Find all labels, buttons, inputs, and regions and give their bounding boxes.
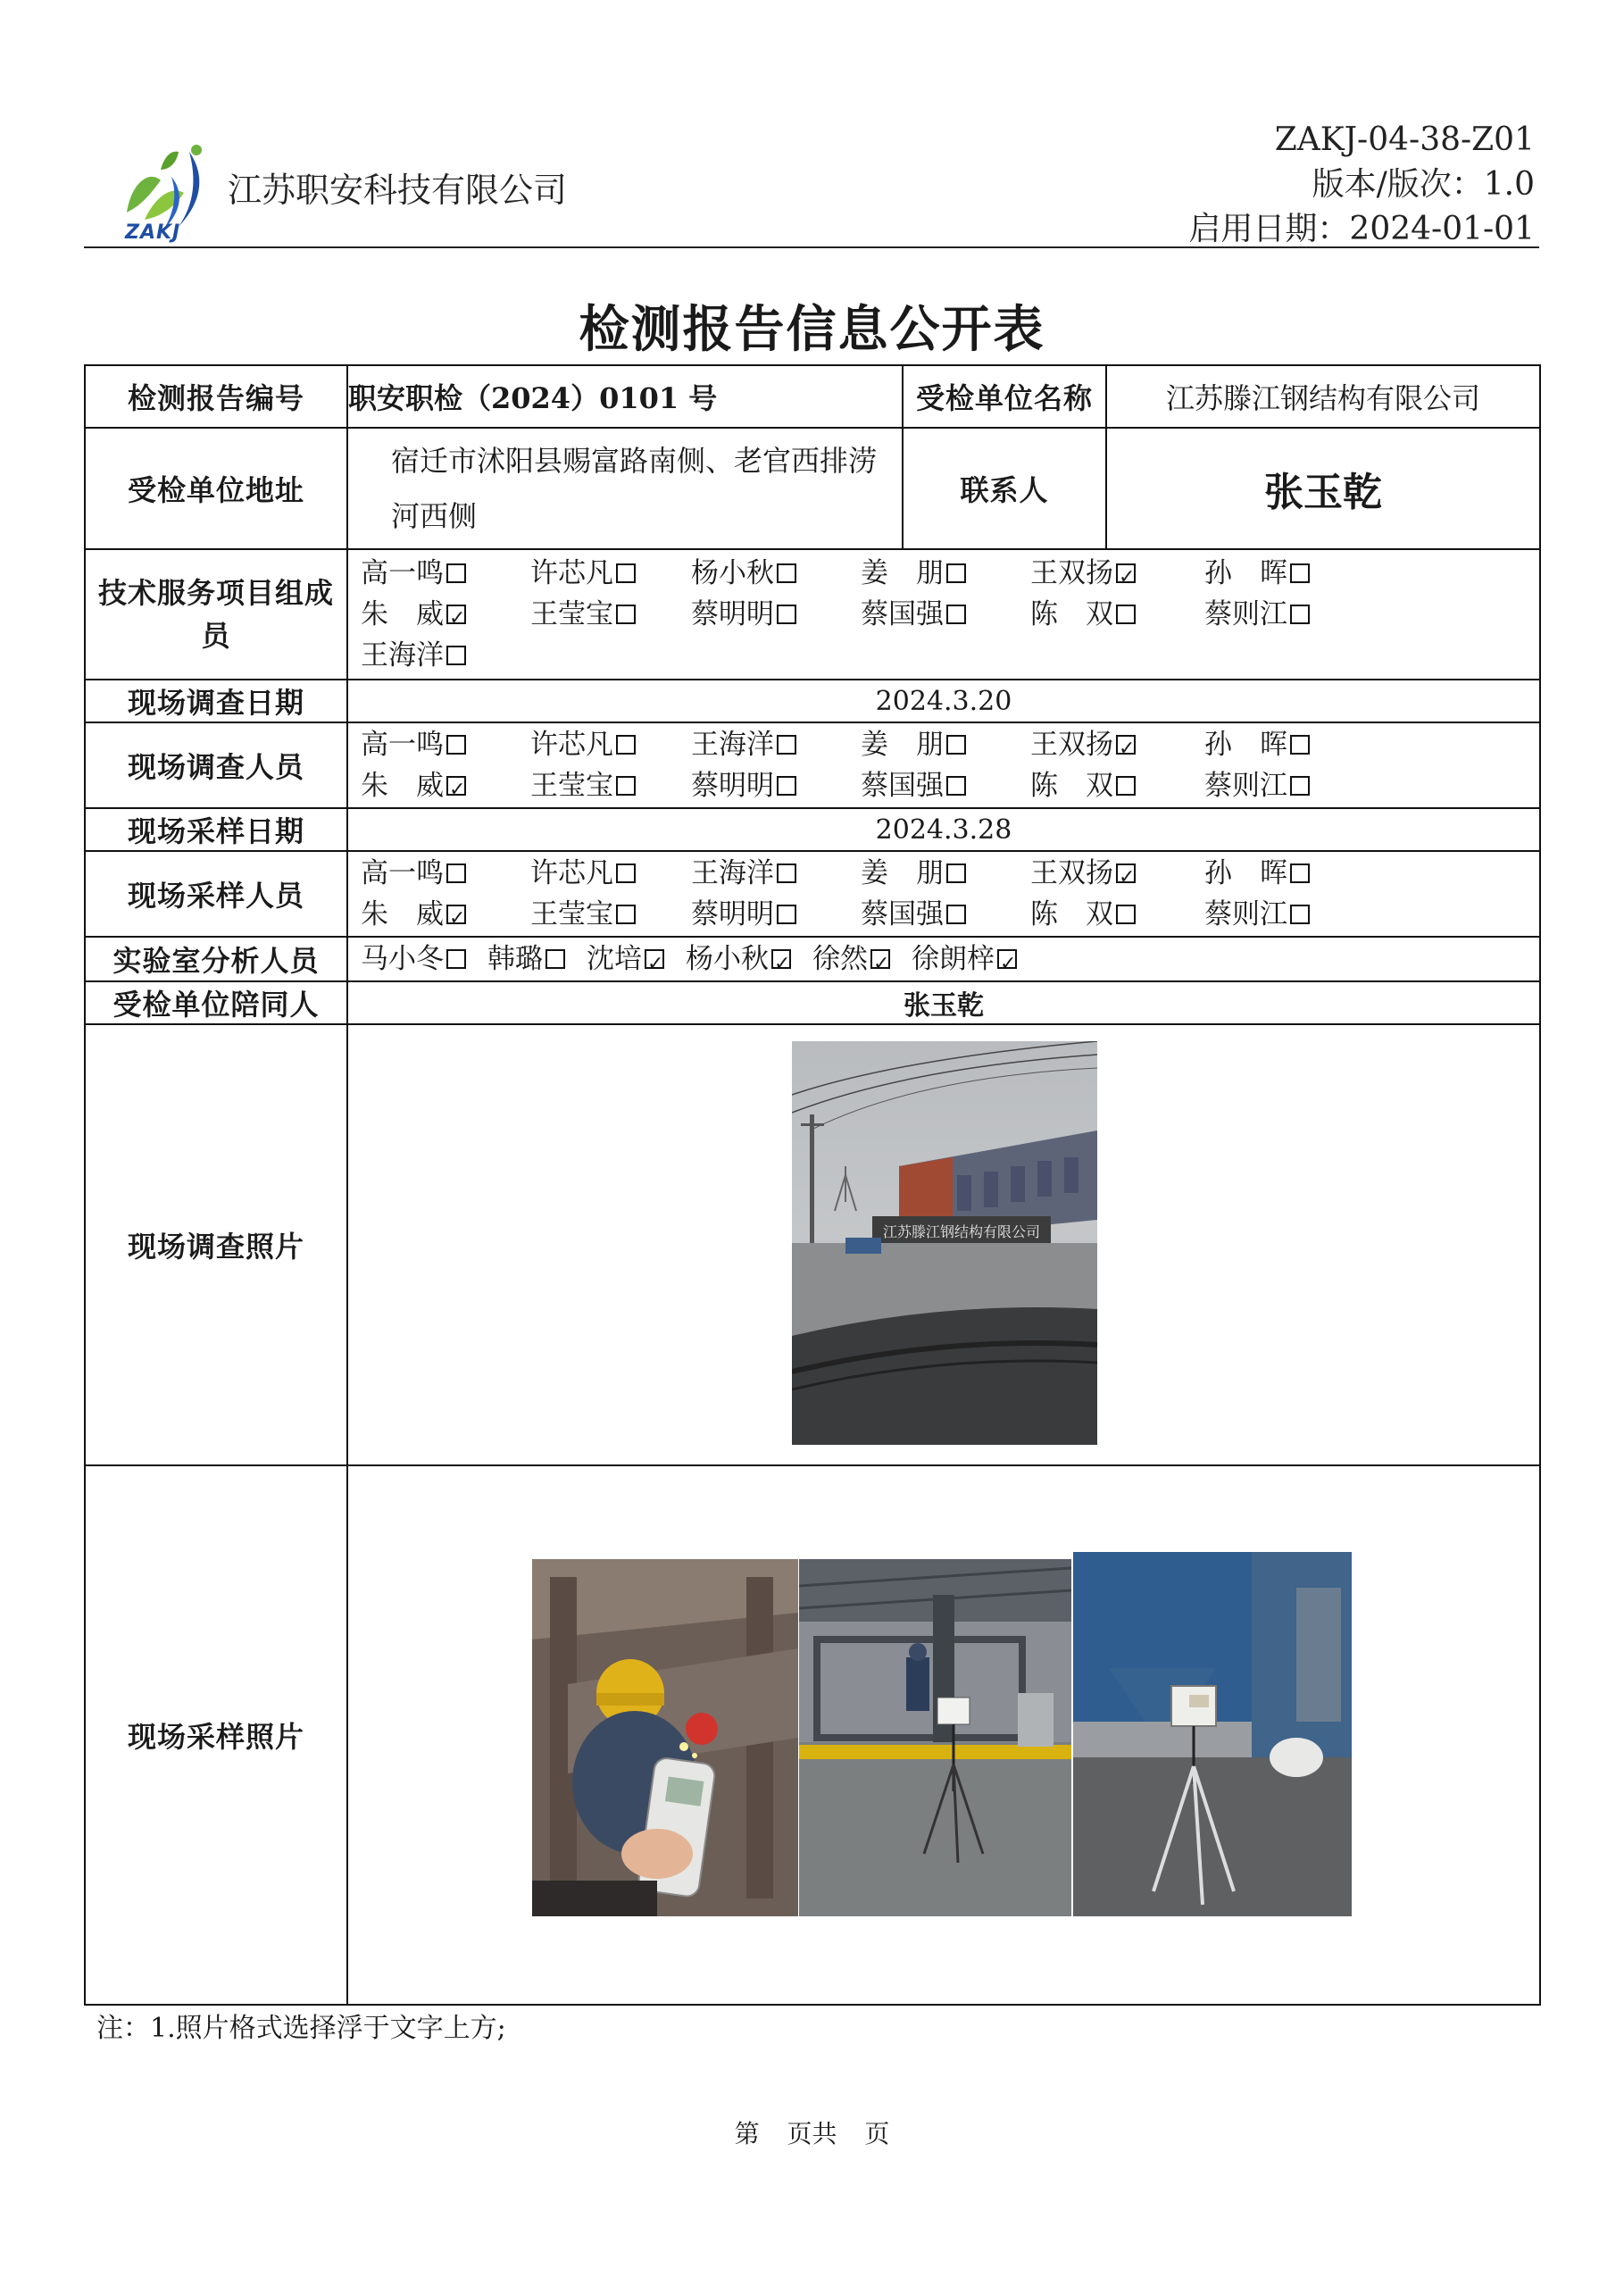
checkbox-icon[interactable]	[446, 646, 466, 665]
member-name: 韩璐	[487, 943, 543, 975]
member-option	[1030, 724, 1204, 765]
member-option	[1204, 724, 1347, 765]
member-name: 蔡则江	[1204, 770, 1287, 802]
checkbox-icon[interactable]	[616, 563, 636, 583]
member-option	[861, 724, 1030, 765]
checked-checkbox-icon[interactable]	[771, 949, 791, 969]
logo-caption: ZAKJ	[125, 221, 181, 244]
member-option	[861, 853, 1030, 894]
member-option	[530, 724, 691, 765]
member-option	[530, 894, 691, 935]
checkbox-icon[interactable]	[777, 864, 796, 883]
survey-site-photo	[792, 1041, 1097, 1445]
survey-photo-label: 现场调查照片	[85, 1024, 347, 1465]
table-row	[85, 722, 1540, 808]
team-members	[348, 553, 1539, 676]
checked-checkbox-icon[interactable]	[1116, 864, 1136, 883]
client-name-label: 受检单位名称	[903, 365, 1106, 428]
lab-staff-cell	[347, 937, 1540, 981]
member-name: 高一鸣	[361, 557, 444, 589]
checkbox-icon[interactable]	[616, 605, 636, 624]
sampling-staff-label: 现场采样人员	[85, 851, 347, 937]
team-members-cell	[347, 549, 1540, 680]
member-name: 蔡国强	[861, 770, 944, 802]
member-option	[812, 943, 901, 975]
checkbox-icon[interactable]	[1116, 905, 1136, 924]
table-row	[85, 851, 1540, 937]
member-option	[861, 894, 1030, 935]
checkbox-icon[interactable]	[446, 735, 466, 755]
member-name: 王海洋	[691, 857, 774, 889]
checked-checkbox-icon[interactable]	[1116, 563, 1136, 583]
member-name: 高一鸣	[361, 729, 444, 761]
member-name: 蔡明明	[691, 770, 774, 802]
member-name: 王双扬	[1030, 557, 1113, 589]
member-option	[361, 553, 530, 594]
sampling-photo-welding	[532, 1559, 798, 1916]
sampling-date-value: 2024.3.28	[347, 808, 1540, 851]
member-name: 孙 晖	[1204, 557, 1287, 589]
member-name: 蔡国强	[861, 598, 944, 630]
member-name: 许芯凡	[530, 857, 613, 889]
member-option	[861, 553, 1030, 594]
member-option	[861, 594, 1030, 635]
member-name: 杨小秋	[686, 943, 769, 975]
member-option	[530, 553, 691, 594]
checkbox-icon[interactable]	[446, 563, 466, 583]
survey-date-value: 2024.3.20	[347, 680, 1540, 722]
member-name: 王双扬	[1030, 729, 1113, 761]
client-address-cell	[347, 428, 903, 549]
checkbox-icon[interactable]	[1290, 605, 1310, 624]
report-no-label: 检测报告编号	[85, 365, 347, 428]
sampling-photo-workshop	[799, 1559, 1071, 1916]
member-option	[530, 594, 691, 635]
client-address-value: 宿迁市沭阳县赐富路南侧、老官西排涝河西侧	[391, 444, 878, 533]
member-option	[1204, 594, 1347, 635]
checkbox-icon[interactable]	[777, 776, 796, 796]
checkbox-icon[interactable]	[616, 905, 636, 924]
member-option	[691, 553, 861, 594]
client-address-label: 受检单位地址	[85, 428, 347, 549]
table-row	[85, 1465, 1540, 2005]
contact-value: 张玉乾	[1106, 428, 1540, 549]
checkbox-icon[interactable]	[946, 776, 966, 796]
checkbox-icon[interactable]	[777, 905, 796, 924]
checkbox-icon[interactable]	[1290, 563, 1310, 583]
checked-checkbox-icon[interactable]	[446, 605, 466, 624]
member-name: 高一鸣	[361, 857, 444, 889]
table-row	[85, 428, 1540, 549]
member-name: 蔡则江	[1204, 898, 1287, 930]
member-name: 许芯凡	[530, 729, 613, 761]
member-option	[691, 594, 861, 635]
member-option	[361, 724, 530, 765]
member-option	[1030, 594, 1204, 635]
contact-label: 联系人	[903, 428, 1106, 549]
sampling-photo-label: 现场采样照片	[85, 1465, 347, 2005]
table-row	[85, 1024, 1540, 1465]
escort-label: 受检单位陪同人	[85, 981, 347, 1024]
member-option	[912, 943, 1028, 975]
member-name: 朱 威	[361, 770, 444, 802]
checkbox-icon[interactable]	[1116, 776, 1136, 796]
team-label: 技术服务项目组成员	[85, 549, 347, 680]
member-name: 朱 威	[361, 898, 444, 930]
member-option	[1030, 894, 1204, 935]
member-option	[691, 853, 861, 894]
member-name: 蔡明明	[691, 898, 774, 930]
member-option	[1204, 765, 1347, 806]
member-option	[587, 943, 675, 975]
member-option	[361, 635, 530, 676]
document-version: 版本/版次：1.0	[1312, 166, 1535, 203]
survey-staff-members	[348, 724, 1539, 806]
survey-staff-cell	[347, 722, 1540, 808]
member-option	[691, 765, 861, 806]
survey-photo-cell	[347, 1024, 1540, 1465]
effective-date: 启用日期：2024-01-01	[1188, 211, 1535, 247]
table-row	[85, 981, 1540, 1024]
member-name: 马小冬	[361, 943, 444, 975]
member-name: 杨小秋	[691, 557, 774, 589]
member-name: 徐朗梓	[912, 943, 995, 975]
member-option	[530, 765, 691, 806]
member-name: 蔡明明	[691, 598, 774, 630]
member-option	[691, 894, 861, 935]
sampling-staff-members	[348, 853, 1539, 935]
member-name: 陈 双	[1030, 898, 1113, 930]
document-number: ZAKJ-04-38-Z01	[1274, 121, 1535, 158]
member-name: 孙 晖	[1204, 729, 1287, 761]
member-name: 姜 朋	[861, 857, 944, 889]
header-divider	[84, 246, 1539, 248]
member-name: 姜 朋	[861, 729, 944, 761]
document-meta	[1188, 118, 1535, 252]
member-name: 姜 朋	[861, 557, 944, 589]
checked-checkbox-icon[interactable]	[645, 949, 664, 969]
checkbox-icon[interactable]	[616, 864, 636, 883]
member-name: 王莹宝	[530, 770, 613, 802]
checkbox-icon[interactable]	[946, 905, 966, 924]
checkbox-icon[interactable]	[446, 864, 466, 883]
member-option	[487, 943, 576, 975]
sampling-photo-dust-collector	[1073, 1552, 1352, 1916]
sampling-date-label: 现场采样日期	[85, 808, 347, 851]
table-row	[85, 808, 1540, 851]
member-name: 蔡则江	[1204, 598, 1287, 630]
checkbox-icon[interactable]	[946, 864, 966, 883]
note-text: 注：1.照片格式选择浮于文字上方;	[96, 2013, 506, 2044]
member-option	[691, 724, 861, 765]
member-name: 许芯凡	[530, 557, 613, 589]
member-option	[1030, 765, 1204, 806]
member-option	[1030, 853, 1204, 894]
table-row	[85, 937, 1540, 981]
member-name: 王海洋	[361, 639, 444, 672]
checkbox-icon[interactable]	[616, 776, 636, 796]
sampling-staff-cell	[347, 851, 1540, 937]
table-row	[85, 680, 1540, 722]
client-name-value: 江苏滕江钢结构有限公司	[1106, 365, 1540, 428]
checkbox-icon[interactable]	[1290, 735, 1310, 755]
lab-staff-label: 实验室分析人员	[85, 937, 347, 981]
member-option	[361, 943, 477, 975]
report-info-table	[84, 364, 1541, 2006]
checkbox-icon[interactable]	[545, 949, 565, 969]
page-title: 检测报告信息公开表	[579, 300, 1045, 359]
member-option	[361, 594, 530, 635]
member-name: 陈 双	[1030, 770, 1113, 802]
member-name: 孙 晖	[1204, 857, 1287, 889]
escort-value: 张玉乾	[347, 981, 1540, 1024]
checkbox-icon[interactable]	[1116, 605, 1136, 624]
factory-sign-text: 江苏滕江钢结构有限公司	[882, 1223, 1041, 1240]
checkbox-icon[interactable]	[946, 605, 966, 624]
member-option	[361, 765, 530, 806]
member-option	[1204, 853, 1347, 894]
checked-checkbox-icon[interactable]	[1116, 735, 1136, 755]
sampling-photo-cell	[347, 1465, 1540, 2005]
checked-checkbox-icon[interactable]	[446, 905, 466, 924]
checked-checkbox-icon[interactable]	[446, 776, 466, 796]
checkbox-icon[interactable]	[946, 563, 966, 583]
company-name: 江苏职安科技有限公司	[228, 171, 568, 210]
member-option	[530, 853, 691, 894]
checked-checkbox-icon[interactable]	[870, 949, 890, 969]
member-name: 王莹宝	[530, 898, 613, 930]
checkbox-icon[interactable]	[777, 735, 796, 755]
checkbox-icon[interactable]	[446, 949, 466, 969]
page-footer: 第 页共 页	[734, 2119, 890, 2148]
table-row	[85, 365, 1540, 428]
member-option	[361, 853, 530, 894]
report-no-value: 职安职检（2024）0101 号	[347, 365, 903, 428]
member-option	[361, 894, 530, 935]
checkbox-icon[interactable]	[777, 605, 796, 624]
member-name: 陈 双	[1030, 598, 1113, 630]
member-option	[686, 943, 802, 975]
checkbox-icon[interactable]	[946, 735, 966, 755]
member-option	[861, 765, 1030, 806]
member-option	[1030, 553, 1204, 594]
member-name: 王莹宝	[530, 598, 613, 630]
member-name: 蔡国强	[861, 898, 944, 930]
member-option	[1204, 553, 1347, 594]
checkbox-icon[interactable]	[1290, 776, 1310, 796]
member-option	[1204, 894, 1347, 935]
member-name: 王海洋	[691, 729, 774, 761]
member-name: 沈培	[587, 943, 642, 975]
checked-checkbox-icon[interactable]	[997, 949, 1017, 969]
lab-staff-members	[348, 938, 1539, 980]
table-row	[85, 549, 1540, 680]
survey-staff-label: 现场调查人员	[85, 722, 347, 808]
checkbox-icon[interactable]	[777, 563, 796, 583]
survey-date-label: 现场调查日期	[85, 680, 347, 722]
checkbox-icon[interactable]	[1290, 864, 1310, 883]
member-name: 王双扬	[1030, 857, 1113, 889]
member-name: 徐然	[812, 943, 868, 975]
checkbox-icon[interactable]	[1290, 905, 1310, 924]
member-name: 朱 威	[361, 598, 444, 630]
checkbox-icon[interactable]	[616, 735, 636, 755]
